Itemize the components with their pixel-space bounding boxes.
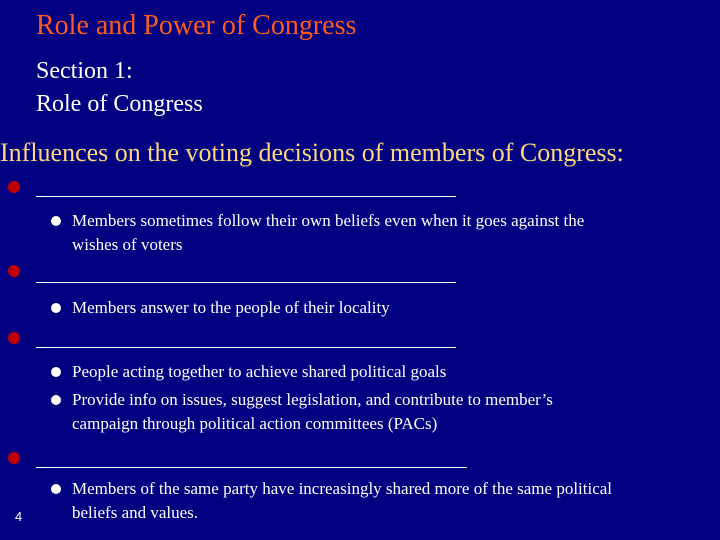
sub-item-text-cont: wishes of voters: [72, 235, 183, 254]
blank-line-1: [36, 196, 456, 197]
blank-line-2: [36, 282, 456, 283]
bullet-icon: [8, 181, 20, 193]
bullet-icon: [8, 265, 20, 277]
blank-line-3: [36, 347, 456, 348]
page-number: 4: [15, 509, 23, 524]
sub-item-text: People acting together to achieve shared political goals: [72, 362, 447, 381]
sub-item-text: Members of the same party have increasingly shared more of the same political: [72, 479, 613, 498]
sub-item-text-cont: beliefs and values.: [72, 503, 199, 522]
slide-title: Role and Power of Congress: [36, 10, 357, 41]
section-label: Section 1:: [36, 58, 133, 84]
sub-bullet-icon: [51, 303, 61, 313]
sub-bullet-icon: [51, 367, 61, 377]
sub-item-text-cont: campaign through political action committees (PACs): [72, 414, 438, 433]
bullet-icon: [8, 332, 20, 344]
sub-item-text: Provide info on issues, suggest legislation, and contribute to member’s: [72, 390, 553, 409]
sub-bullet-icon: [51, 395, 61, 405]
bullet-icon: [8, 452, 20, 464]
sub-bullet-icon: [51, 216, 61, 226]
blank-line-4: [36, 467, 467, 468]
sub-item-text: Members sometimes follow their own beliefs even when it goes against the: [72, 211, 585, 230]
section-subtitle: Role of Congress: [36, 91, 203, 117]
sub-item-text: Members answer to the people of their locality: [72, 298, 390, 317]
influences-heading: Influences on the voting decisions of members of Congress:: [0, 138, 624, 167]
sub-bullet-icon: [51, 484, 61, 494]
